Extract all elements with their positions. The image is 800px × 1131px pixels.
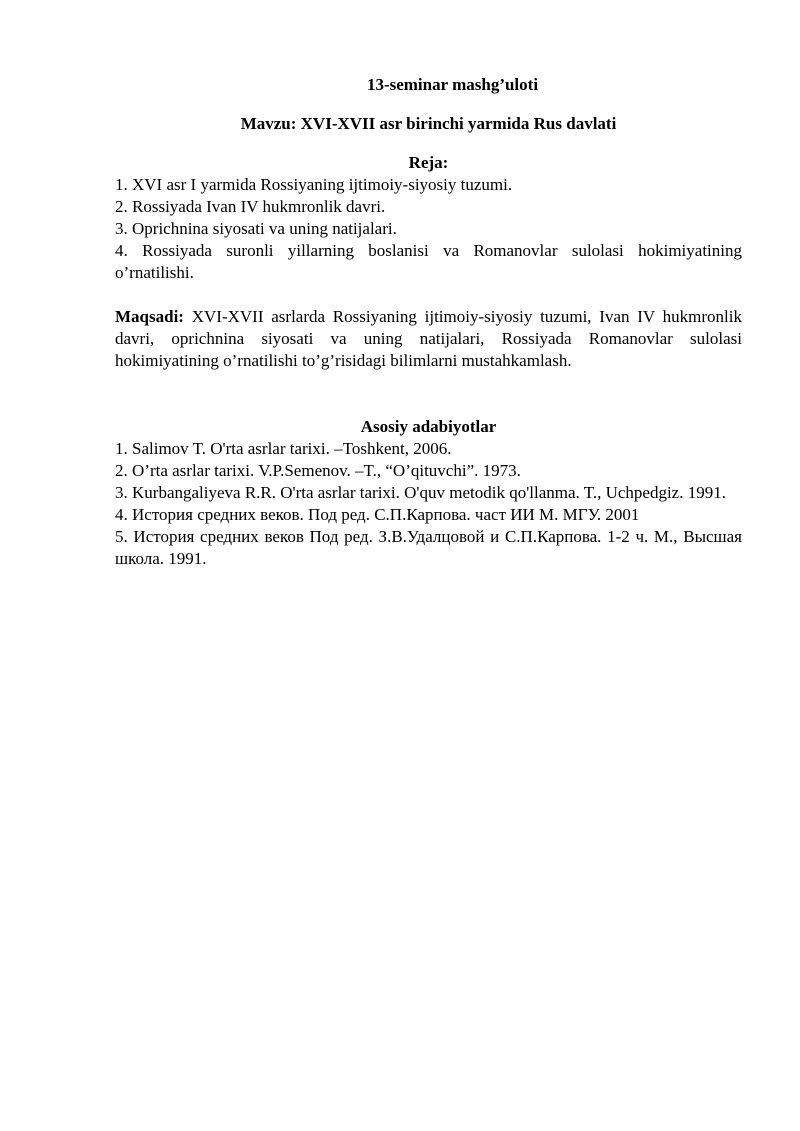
plan-item: 2. Rossiyada Ivan IV hukmronlik davri. (115, 197, 386, 216)
goal-text: XVI-XVII asrlarda Rossiyaning ijtimoiy-siyosiy tuzumi, Ivan IV hukmronlik davri, oprichnina siyosati va uning natijalari, Rossiyada Romanovlar sulolasi hokimiyatining o’rnatilishi to’g’risidagi bilimlarni mustahkamlash. (115, 307, 742, 370)
plan-list (115, 174, 742, 284)
reference-item: 4. История средних веков. Под ред. С.П.Карпова. част ИИ М. МГУ. 2001 (115, 505, 640, 524)
references-list (115, 438, 742, 570)
references-heading: Asosiy adabiyotlar (360, 417, 497, 436)
document-page (115, 74, 742, 570)
plan-heading: Reja: (408, 153, 449, 172)
goal-paragraph (115, 306, 742, 372)
reference-item: 1. Salimov T. O'rta asrlar tarixi. –Toshkent, 2006. (115, 439, 452, 458)
plan-item: 1. XVI asr I yarmida Rossiyaning ijtimoiy-siyosiy tuzumi. (115, 175, 513, 194)
reference-item: 3. Kurbangaliyeva R.R. O'rta asrlar tarixi. O'quv metodik qo'llanma. T., Uchpedgiz. 1991. (115, 483, 726, 502)
reference-item: 5. История средних веков Под ред. З.В.Удалцовой и С.П.Карпова. 1-2 ч. М., Высшая школа. 1991. (115, 527, 742, 568)
topic-heading: Mavzu: XVI-XVII asr birinchi yarmida Rus davlati (240, 114, 617, 133)
seminar-title: 13-seminar mashg’uloti (366, 75, 539, 94)
goal-label: Maqsadi: (115, 307, 184, 326)
reference-item: 2. O’rta asrlar tarixi. V.P.Semenov. –T., “O’qituvchi”. 1973. (115, 461, 521, 480)
plan-item: 4. Rossiyada suronli yillarning boslanisi va Romanovlar sulolasi hokimiyatining o’rnatilishi. (115, 241, 742, 282)
plan-item: 3. Oprichnina siyosati va uning natijalari. (115, 219, 397, 238)
